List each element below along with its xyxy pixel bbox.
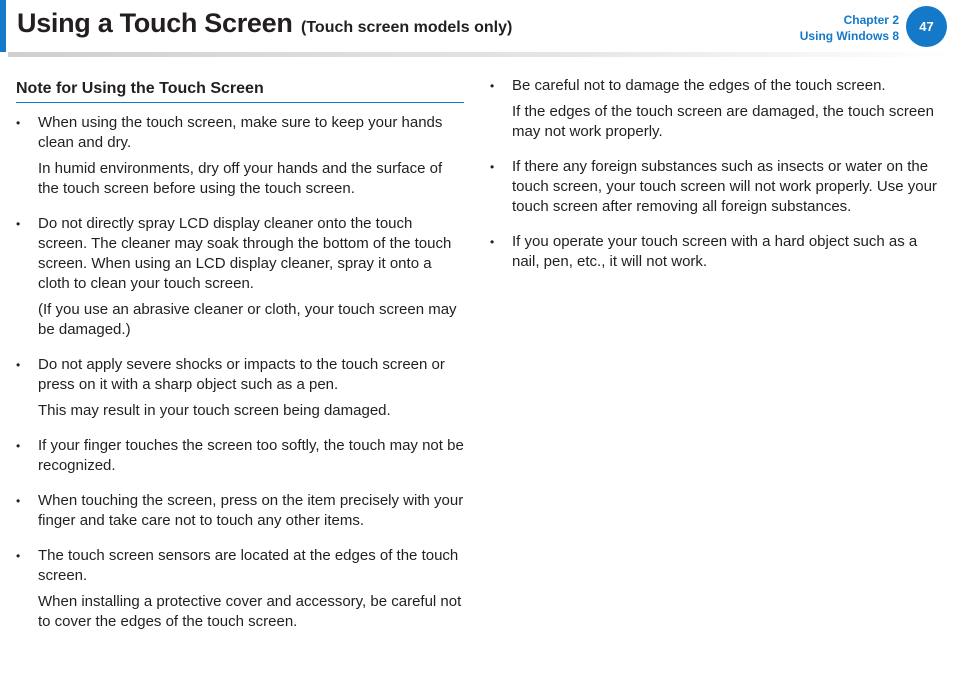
bullet-icon: • — [16, 116, 21, 130]
header-divider — [8, 52, 952, 57]
list-item-text: If you operate your touch screen with a hard object such as a nail, pen, etc., it will not work. — [512, 233, 918, 270]
page-subtitle: (Touch screen models only) — [301, 19, 513, 36]
right-bullet-list — [490, 76, 942, 272]
list-item-text: If there any foreign substances such as insects or water on the touch screen, your touch screen will not work properly. Use your touch screen after removing all foreign substances. — [512, 158, 937, 215]
list-item-text: The touch screen sensors are located at the edges of the touch screen. — [38, 547, 459, 584]
left-column — [16, 76, 464, 647]
list-item — [490, 76, 942, 142]
right-column — [490, 76, 942, 287]
page-title-text: Using a Touch Screen — [17, 8, 293, 38]
list-item — [16, 436, 464, 476]
bullet-icon: • — [16, 494, 21, 508]
list-item — [490, 157, 942, 217]
list-item-text: When using the touch screen, make sure to keep your hands clean and dry. — [38, 114, 443, 151]
list-item-note: If the edges of the touch screen are damaged, the touch screen may not work properly. — [512, 103, 934, 140]
list-item-text: Be careful not to damage the edges of the touch screen. — [512, 77, 886, 94]
list-item — [16, 113, 464, 199]
list-item-note: (If you use an abrasive cleaner or cloth, your touch screen may be damaged.) — [38, 301, 457, 338]
page-title — [17, 8, 512, 39]
bullet-icon: • — [490, 235, 495, 249]
page-number-badge: 47 — [906, 6, 947, 47]
header-accent-bar — [0, 0, 6, 52]
chapter-label — [800, 12, 899, 44]
list-item — [16, 546, 464, 632]
list-item-text: If your finger touches the screen too softly, the touch may not be recognized. — [38, 437, 464, 474]
section-title: Note for Using the Touch Screen — [16, 79, 464, 103]
bullet-icon: • — [16, 217, 21, 231]
list-item-text: When touching the screen, press on the item precisely with your finger and take care not to touch any other items. — [38, 492, 464, 529]
list-item-note: In humid environments, dry off your hands and the surface of the touch screen before using the touch screen. — [38, 160, 443, 197]
list-item-note: This may result in your touch screen being damaged. — [38, 402, 391, 419]
list-item — [16, 491, 464, 531]
list-item — [16, 214, 464, 340]
chapter-number: Chapter 2 — [843, 13, 899, 27]
list-item — [16, 355, 464, 421]
bullet-icon: • — [16, 358, 21, 372]
chapter-title: Using Windows 8 — [799, 29, 899, 43]
list-item — [490, 232, 942, 272]
list-item-text: Do not directly spray LCD display cleaner onto the touch screen. The cleaner may soak through the bottom of the touch screen. When using an LCD display cleaner, spray it onto a cloth to clean your touch screen. — [38, 215, 452, 292]
bullet-icon: • — [16, 549, 21, 563]
bullet-icon: • — [490, 160, 495, 174]
list-item-note: When installing a protective cover and accessory, be careful not to cover the edges of the touch screen. — [38, 593, 462, 630]
left-bullet-list — [16, 113, 464, 632]
bullet-icon: • — [490, 79, 495, 93]
page-header — [0, 0, 954, 52]
bullet-icon: • — [16, 439, 21, 453]
list-item-text: Do not apply severe shocks or impacts to the touch screen or press on it with a sharp object such as a pen. — [38, 356, 445, 393]
